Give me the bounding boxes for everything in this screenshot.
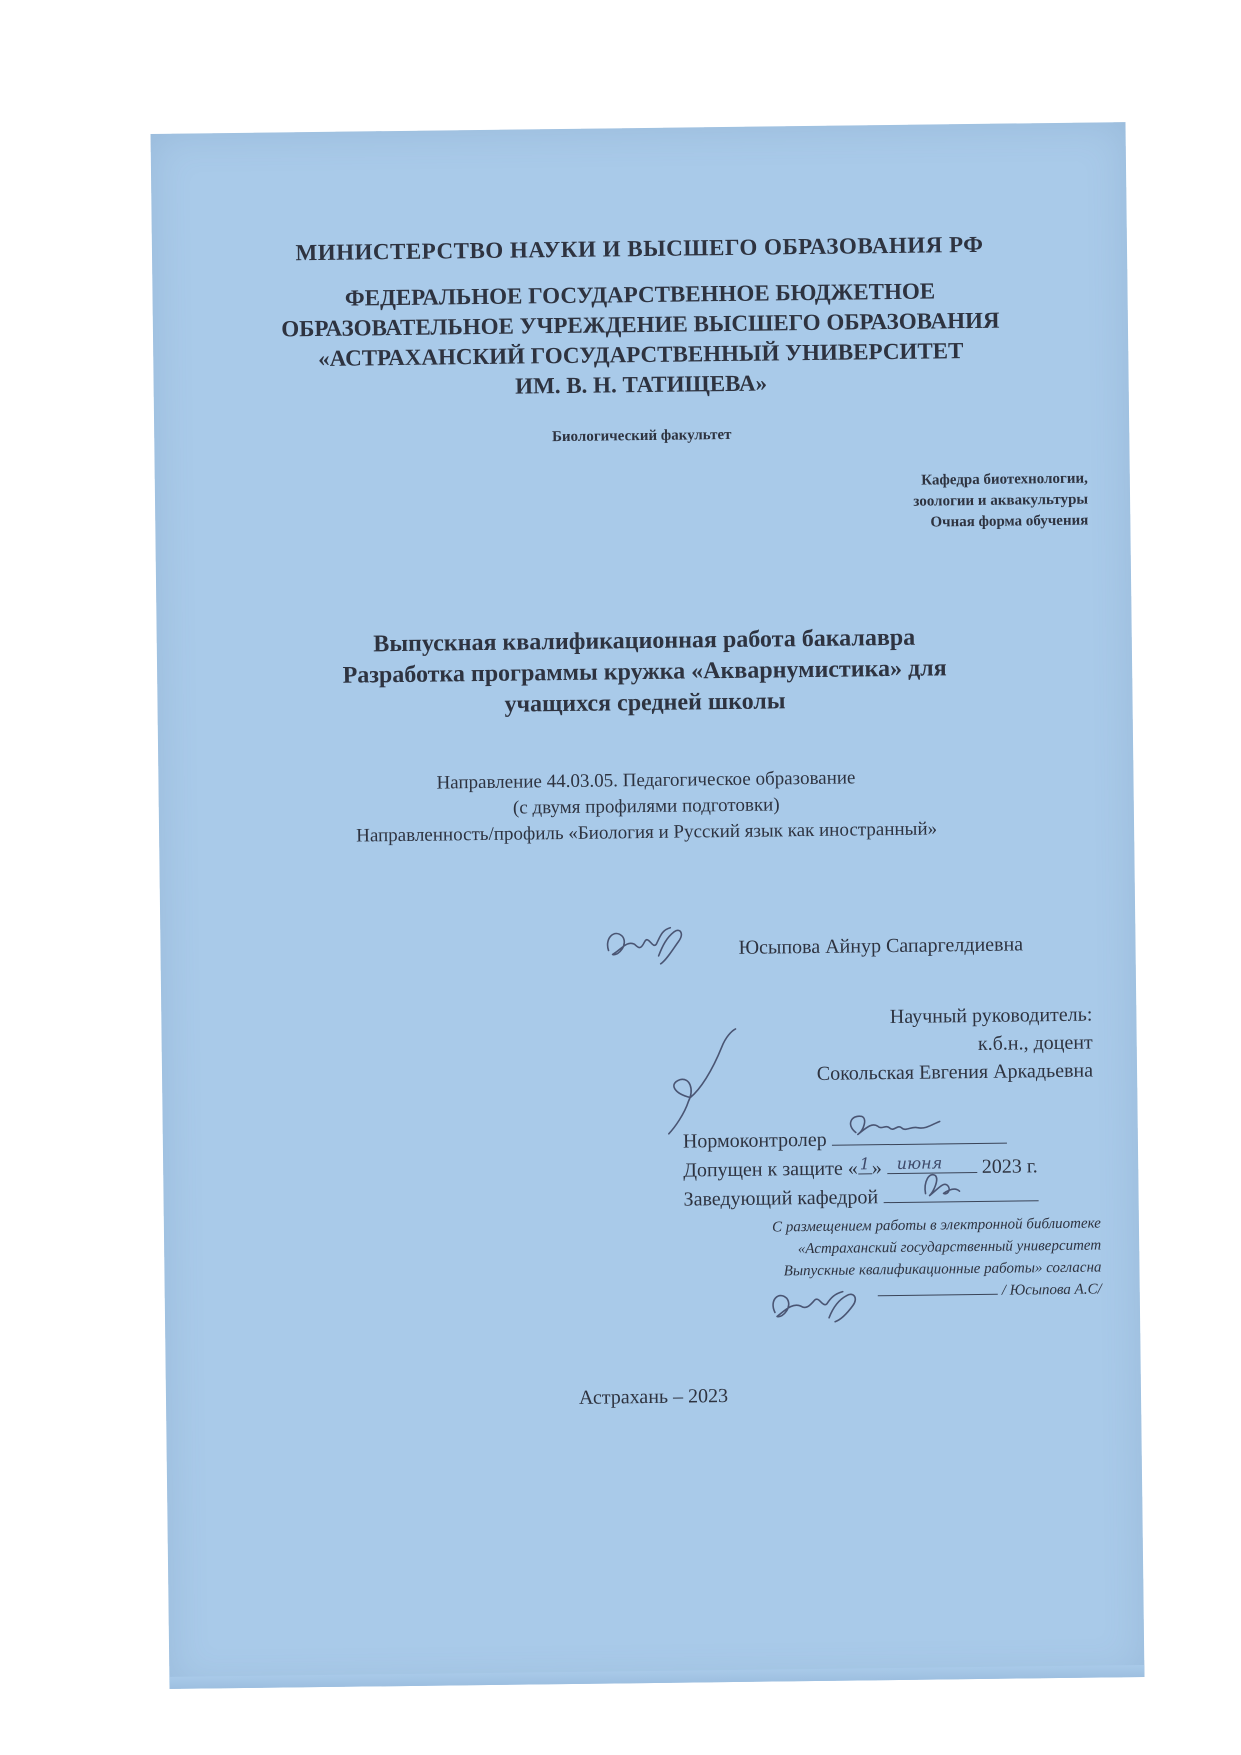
library-line: Выпускные квалификационные работы» согласна <box>783 1259 1102 1280</box>
normocontroller-label: Нормоконтролер <box>682 1128 827 1153</box>
direction-block <box>158 762 1134 852</box>
head-signature <box>917 1167 963 1200</box>
supervisor-signature <box>659 1027 740 1138</box>
supervisor-degree: к.б.н., доцент <box>977 1031 1093 1055</box>
title-page <box>151 122 1145 1689</box>
student-name: Юсыпова Айнур Сапаргелдиевна <box>738 933 1024 959</box>
university-name <box>152 274 1128 406</box>
approval-block <box>683 1123 1039 1214</box>
head-signature-line <box>883 1182 1038 1203</box>
direction-line: Направление 44.03.05. Педагогическое образование <box>436 767 856 794</box>
university-line: ИМ. В. Н. ТАТИЩЕВА» <box>515 370 768 399</box>
normocontroller-signature <box>841 1109 941 1140</box>
normocontroller-signature-line <box>831 1125 1006 1146</box>
thesis-title <box>157 620 1133 725</box>
library-signature-name: / Юсыпова А.С/ <box>1001 1281 1102 1299</box>
admitted-month: июня <box>896 1153 943 1173</box>
supervisor-block <box>816 1001 1093 1088</box>
thesis-title-line: Разработка программы кружка «Акварнумистика» для <box>342 655 947 689</box>
admitted-day: 1 <box>859 1154 871 1174</box>
university-line: ОБРАЗОВАТЕЛЬНОЕ УЧРЕЖДЕНИЕ ВЫСШЕГО ОБРАЗОВАНИЯ <box>281 307 1000 342</box>
library-line: С размещением работы в электронной библиотеке <box>771 1215 1102 1236</box>
student-signature <box>600 920 689 969</box>
supervisor-role: Научный руководитель: <box>889 1003 1093 1029</box>
department-line: зоологии и аквакультуры <box>913 491 1089 510</box>
department-line: Кафедра биотехнологии, <box>921 470 1088 489</box>
head-row <box>683 1181 1038 1214</box>
head-label: Заведующий кафедрой <box>683 1186 879 1211</box>
department-block <box>913 469 1088 534</box>
admitted-mid: » <box>871 1157 882 1180</box>
library-line: «Астраханский государственный университет <box>797 1237 1102 1258</box>
admitted-row <box>683 1152 1038 1185</box>
university-line: «АСТРАХАНСКИЙ ГОСУДАРСТВЕННЫЙ УНИВЕРСИТЕТ <box>318 338 964 371</box>
faculty: Биологический факультет <box>551 426 732 446</box>
admitted-year: 2023 г. <box>981 1155 1038 1178</box>
thesis-title-line: учащихся средней школы <box>504 688 786 718</box>
admitted-day-line <box>858 1155 872 1174</box>
library-signature-line <box>878 1280 998 1296</box>
supervisor-name: Сокольская Евгения Аркадьевна <box>816 1059 1094 1085</box>
thesis-title-line: Выпускная квалификационная работа бакалавра <box>373 624 916 658</box>
direction-line: Направленность/профиль «Биология и Русский язык как иностранный» <box>356 818 938 847</box>
study-form: Очная форма обучения <box>930 512 1089 531</box>
direction-line: (с двумя профилями подготовки) <box>512 794 780 819</box>
ministry-heading: МИНИСТЕРСТВО НАУКИ И ВЫСШЕГО ОБРАЗОВАНИЯ РФ <box>295 231 984 266</box>
library-signature <box>765 1283 865 1324</box>
admitted-prefix: Допущен к защите « <box>683 1157 858 1182</box>
city-year: Астрахань – 2023 <box>578 1385 729 1409</box>
university-line: ФЕДЕРАЛЬНОЕ ГОСУДАРСТВЕННОЕ БЮДЖЕТНОЕ <box>344 278 936 311</box>
